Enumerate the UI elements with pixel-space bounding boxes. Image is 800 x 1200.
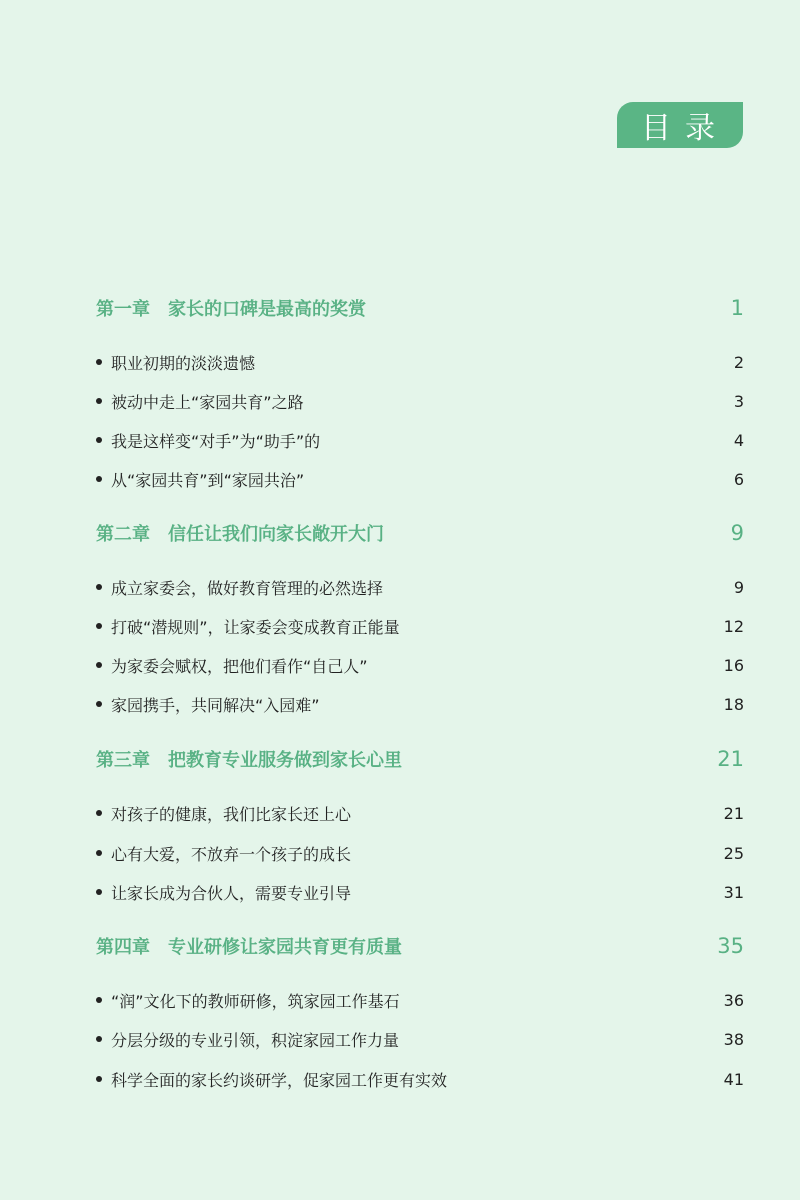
chapter-page: 35 (717, 934, 744, 958)
bullet-icon (96, 701, 102, 707)
toc-entry[interactable] (96, 572, 744, 602)
entry-title: 我是这样变“对手”为“助手”的 (111, 431, 321, 451)
chapter-number: 第四章 (96, 937, 150, 958)
entry-title: 职业初期的淡淡遗憾 (111, 353, 256, 373)
entry-page: 25 (723, 843, 744, 863)
toc-entry[interactable] (96, 386, 744, 416)
entry-page: 9 (733, 577, 744, 597)
entry-page: 16 (723, 655, 744, 675)
entry-title: 家园携手，共同解决“入园难” (111, 695, 320, 715)
bullet-icon (96, 997, 102, 1003)
bullet-icon (96, 476, 102, 482)
entry-title: 分层分级的专业引领，积淀家园工作力量 (111, 1030, 400, 1050)
chapter-heading[interactable] (96, 742, 744, 776)
entry-title: 为家委会赋权，把他们看作“自己人” (111, 656, 368, 676)
toc-entry[interactable] (96, 1064, 744, 1094)
toc-entry[interactable] (96, 838, 744, 868)
entry-page: 6 (733, 469, 744, 489)
entry-title: 打破“潜规则”，让家委会变成教育正能量 (111, 617, 400, 637)
bullet-icon (96, 889, 102, 895)
bullet-icon (96, 584, 102, 590)
bullet-icon (96, 810, 102, 816)
entry-title: 对孩子的健康，我们比家长还上心 (111, 804, 352, 824)
chapter-title: 家长的口碑是最高的奖赏 (168, 299, 366, 320)
entry-page: 41 (723, 1069, 744, 1089)
toc-entry[interactable] (96, 877, 744, 907)
entry-title: 被动中走上“家园共育”之路 (111, 392, 304, 412)
toc-entry[interactable] (96, 650, 744, 680)
toc-entry[interactable] (96, 425, 744, 455)
bullet-icon (96, 359, 102, 365)
chapter-title: 专业研修让家园共育更有质量 (168, 937, 402, 958)
toc-entry[interactable] (96, 347, 744, 377)
entry-page: 38 (723, 1029, 744, 1049)
bullet-icon (96, 1036, 102, 1042)
bullet-icon (96, 662, 102, 668)
toc-heading: 目录 (617, 102, 743, 148)
chapter-heading[interactable] (96, 291, 744, 325)
entry-title: 让家长成为合伙人，需要专业引导 (111, 883, 352, 903)
chapter-title: 信任让我们向家长敞开大门 (168, 524, 384, 545)
chapter-title: 把教育专业服务做到家长心里 (168, 750, 402, 771)
bullet-icon (96, 850, 102, 856)
chapter-page: 21 (717, 747, 744, 771)
chapter-page: 9 (730, 521, 744, 545)
toc-entry[interactable] (96, 1024, 744, 1054)
entry-title: 科学全面的家长约谈研学，促家园工作更有实效 (111, 1070, 448, 1090)
entry-page: 18 (723, 694, 744, 714)
entry-page: 2 (733, 352, 744, 372)
bullet-icon (96, 1076, 102, 1082)
entry-page: 4 (733, 430, 744, 450)
toc-entry[interactable] (96, 611, 744, 641)
entry-page: 36 (723, 990, 744, 1010)
entry-page: 3 (733, 391, 744, 411)
toc-entry[interactable] (96, 689, 744, 719)
chapter-number: 第一章 (96, 299, 150, 320)
entry-title: 心有大爱，不放弃一个孩子的成长 (111, 844, 352, 864)
bullet-icon (96, 398, 102, 404)
chapter-heading[interactable] (96, 516, 744, 550)
entry-page: 12 (723, 616, 744, 636)
toc-entry[interactable] (96, 985, 744, 1015)
bullet-icon (96, 623, 102, 629)
entry-page: 21 (723, 803, 744, 823)
entry-title: 从“家园共育”到“家园共治” (111, 470, 305, 490)
entry-title: “润”文化下的教师研修，筑家园工作基石 (111, 991, 400, 1011)
bullet-icon (96, 437, 102, 443)
toc-entry[interactable] (96, 464, 744, 494)
chapter-page: 1 (730, 296, 744, 320)
toc-entry[interactable] (96, 798, 744, 828)
chapter-heading[interactable] (96, 929, 744, 963)
entry-title: 成立家委会，做好教育管理的必然选择 (111, 578, 384, 598)
chapter-number: 第二章 (96, 524, 150, 545)
chapter-number: 第三章 (96, 750, 150, 771)
entry-page: 31 (723, 882, 744, 902)
